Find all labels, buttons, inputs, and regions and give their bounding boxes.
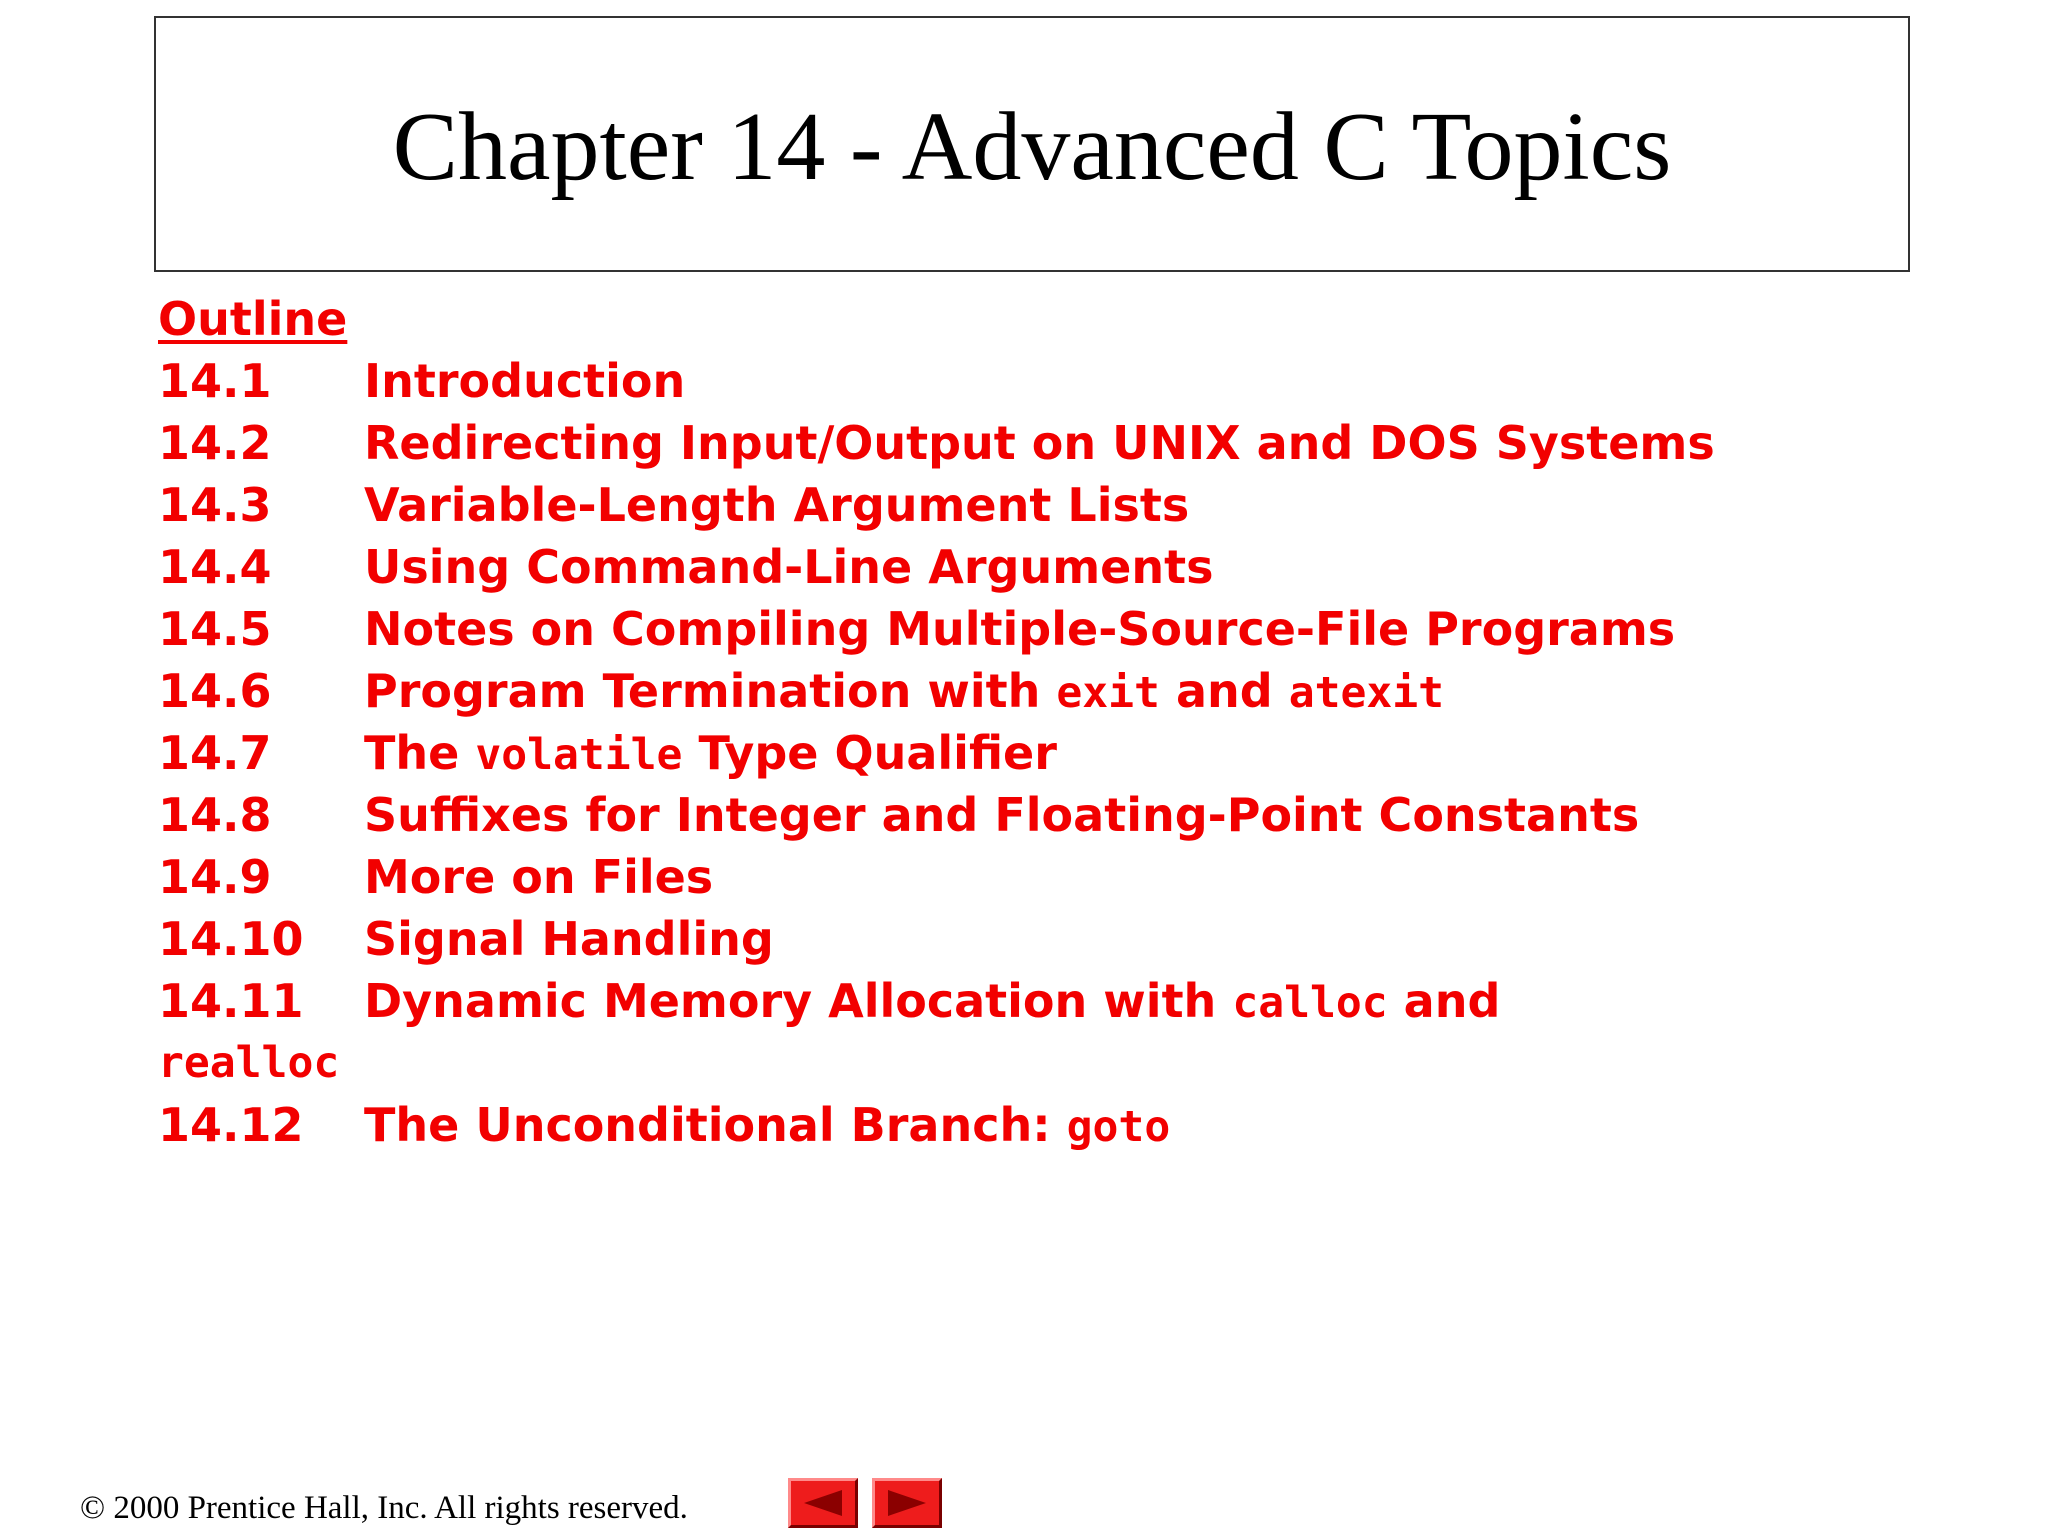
section-number: 14.8 [158, 788, 272, 842]
title-text: Introduction [364, 354, 686, 408]
code-keyword: goto [1066, 1102, 1171, 1152]
code-keyword: calloc [1232, 978, 1388, 1028]
section-number: 14.3 [158, 478, 272, 532]
section-title [364, 536, 1213, 598]
code-keyword: volatile [475, 730, 683, 780]
outline-item [158, 598, 1715, 660]
title-text: Suffixes for Integer and Floating-Point Constants [364, 788, 1640, 842]
outline-item [158, 412, 1715, 474]
outline-item [158, 350, 1715, 412]
section-title [364, 474, 1189, 536]
title-text: Variable-Length Argument Lists [364, 478, 1190, 532]
code-keyword: atexit [1288, 668, 1445, 718]
outline-item [158, 722, 1715, 784]
outline-item [158, 474, 1715, 536]
title-text: and [1159, 664, 1289, 718]
title-text: Redirecting Input/Output on UNIX and DOS Systems [364, 416, 1715, 470]
section-title [364, 412, 1715, 474]
title-text: The [364, 726, 476, 780]
outline-item [158, 784, 1715, 846]
section-number: 14.11 [158, 974, 304, 1028]
title-text: Program Termination with [364, 664, 1057, 718]
section-title [364, 784, 1639, 846]
section-number: 14.9 [158, 850, 272, 904]
title-text: Signal Handling [364, 912, 774, 966]
outline-item [158, 660, 1715, 722]
section-title [364, 846, 713, 908]
section-title [364, 970, 1500, 1034]
section-number: 14.2 [158, 416, 272, 470]
copyright-footer: © 2000 Prentice Hall, Inc. All rights reserved. [80, 1490, 688, 1526]
title-text: Dynamic Memory Allocation with [364, 974, 1233, 1028]
section-title [364, 722, 1057, 786]
outline-section [158, 288, 1715, 1156]
section-title [364, 598, 1675, 660]
section-title [364, 660, 1444, 724]
section-title [364, 908, 774, 970]
outline-item [158, 908, 1715, 970]
section-title [364, 350, 685, 412]
outline-list [158, 350, 1715, 1156]
title-text: The Unconditional Branch: [364, 1098, 1067, 1152]
outline-item [158, 1094, 1715, 1156]
outline-heading: Outline [158, 292, 348, 346]
previous-slide-button[interactable] [788, 1478, 858, 1528]
title-text: More on Files [364, 850, 714, 904]
outline-item [158, 846, 1715, 908]
section-number: 14.5 [158, 602, 272, 656]
code-keyword: exit [1056, 668, 1160, 718]
section-number: 14.7 [158, 726, 272, 780]
title-box [154, 16, 1910, 272]
title-text: and [1387, 974, 1501, 1028]
left-triangle-icon [802, 1488, 844, 1518]
section-number: 14.10 [158, 912, 304, 966]
outline-item [158, 536, 1715, 598]
outline-item [158, 970, 1715, 1032]
section-number: 14.4 [158, 540, 272, 594]
next-slide-button[interactable] [872, 1478, 942, 1528]
right-triangle-icon [886, 1488, 928, 1518]
section-title [364, 1094, 1170, 1158]
title-text: Type Qualifier [682, 726, 1057, 780]
title-text: Notes on Compiling Multiple-Source-File Programs [364, 602, 1676, 656]
section-number: 14.6 [158, 664, 272, 718]
section-number: 14.1 [158, 354, 272, 408]
section-number: 14.12 [158, 1098, 304, 1152]
slide-title: Chapter 14 - Advanced C Topics [392, 93, 1672, 201]
code-keyword-continuation: realloc [158, 1038, 340, 1088]
title-text: Using Command-Line Arguments [364, 540, 1214, 594]
